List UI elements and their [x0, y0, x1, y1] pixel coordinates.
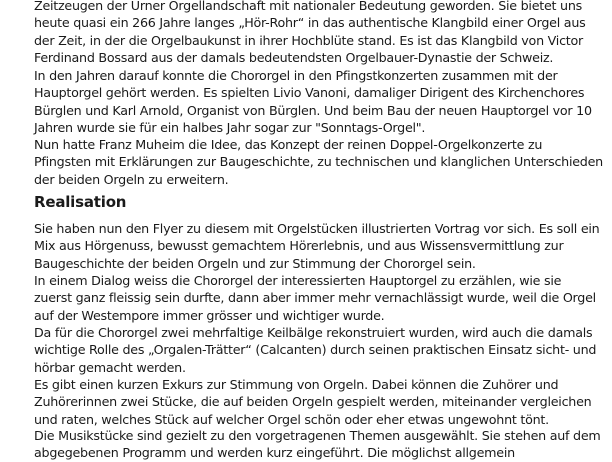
text-line: In einem Dialog weiss die Chororgel der interessierten Hauptorgel zu erzählen, wie sie — [34, 273, 562, 288]
text-line: Nun hatte Franz Muheim die Idee, das Konzept der reinen Doppel-Orgelkonzerte zu — [34, 137, 543, 152]
text-line: In den Jahren darauf konnte die Chororgel in den Pfingstkonzerten zusammen mit der — [34, 68, 558, 83]
paragraph-bossard-organ — [34, 0, 594, 67]
text-line: Sie haben nun den Flyer zu diesem mit Orgelstücken illustrierten Vortrag vor sich. Es soll ein — [34, 221, 600, 236]
text-line: Hauptorgel gehört werden. Es spielten Livio Vanoni, damaliger Dirigent des Kirchenchores — [34, 85, 585, 101]
text-line: Bürglen und Karl Arnold, Organist von Bürglen. Und beim Bau der neuen Hauptorgel vor 10 — [34, 102, 592, 118]
text-line: der beiden Orgeln zu erweitern. — [34, 171, 229, 187]
text-line: Es gibt einen kurzen Exkurs zur Stimmung von Orgeln. Dabei können die Zuhörer und — [34, 377, 559, 392]
text-line: Jahren wurde sie für ein halbes Jahr sogar zur "Sonntags-Orgel". — [34, 120, 426, 136]
text-line: und raten, welches Stück auf welcher Orgel schön oder eher etwas ungewohnt tönt. — [34, 411, 549, 427]
text-line: hörbar gemacht werden. — [34, 359, 186, 375]
section-heading-realisation: Realisation — [34, 193, 127, 211]
text-line: Pfingsten mit Erklärungen zur Baugeschichte, zu technischen und klanglichen Unterschieden — [34, 154, 603, 170]
paragraph-musikstuecke — [34, 427, 601, 462]
text-line: Mix aus Hörgenuss, bewusst gemachtem Hörerlebnis, und aus Wissensvermittlung zur — [34, 238, 564, 254]
text-line: Da für die Chororgel zwei mehrfaltige Keilbälge rekonstruiert wurden, wird auch die damals — [34, 325, 593, 340]
text-line: zuerst ganz fleissig sein durfte, dann aber immer mehr vernachlässigt wurde, weil die Orgel — [34, 290, 596, 306]
paragraph-pfingstkonzerte — [34, 67, 594, 137]
text-line: Zuhörerinnen zwei Stücke, die auf beiden Orgeln gespielt werden, miteinander vergleichen — [34, 394, 592, 410]
text-line: Ferdinand Bossard aus der damals bedeutendsten Orgelbauer-Dynastie der Schweiz. — [34, 50, 554, 66]
text-line: heute quasi ein 266 Jahre langes „Hör-Rohr“ in das authentische Klangbild einer Orgel aus — [34, 15, 586, 31]
paragraph-exkurs-stimmung — [34, 376, 594, 428]
text-line: Zeitzeugen der Urner Orgellandschaft mit nationaler Bedeutung geworden. Sie bietet uns — [34, 0, 582, 13]
text-line: auf der Westempore immer grösser und wichtiger wurde. — [34, 307, 385, 323]
paragraph-konzept-idee — [34, 136, 603, 188]
paragraph-keilbaelge — [34, 324, 597, 376]
paragraph-dialog-orgeln — [34, 272, 594, 324]
text-line: wichtige Rolle des „Orgalen-Trätter“ (Calcanten) durch seinen praktischen Einsatz sicht- und — [34, 342, 597, 358]
text-line: Baugeschichte der beiden Orgeln und zur Stimmung der Chororgel sein. — [34, 255, 476, 271]
text-line: der Zeit, in der die Orgelbaukunst in ihrer Hochblüte stand. Es ist das Klangbild von Victor — [34, 32, 583, 48]
text-line: abgegebenen Programm und werden kurz eingeführt. Die möglichst allgemein — [34, 445, 515, 461]
text-line: Die Musikstücke sind gezielt zu den vorgetragenen Themen ausgewählt. Sie stehen auf dem — [34, 428, 601, 443]
paragraph-flyer-vortrag — [34, 220, 600, 272]
